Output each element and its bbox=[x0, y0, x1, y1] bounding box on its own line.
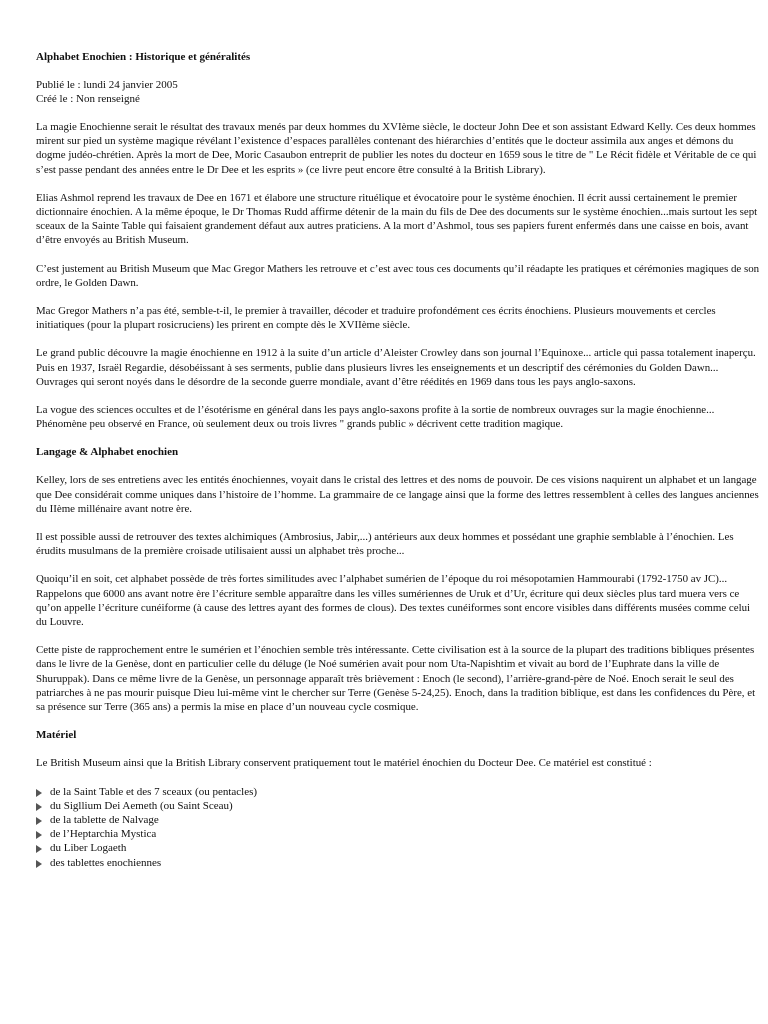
list-item-text: de la tablette de Nalvage bbox=[50, 813, 159, 826]
list-item-text: de l’Heptarchia Mystica bbox=[50, 828, 157, 841]
materiel-paragraph: Le British Museum ainsi que la British Library conservent pratiquement tout le matériel énochien du Docteur Dee. Ce matériel est constitué : bbox=[36, 757, 652, 770]
langage-paragraph-1: Kelley, lors de ses entretiens avec les entités énochiennes, voyait dans le cristal des lettres et des noms de pouvoir. De ces visions naquirent un alphabet et un langage que Dee considérait comme uniques dans l’histoire de l’homme. La grammaire de ce langage ainsi que la forme des lettres ressemblent à celles des langues anciennes du IIème millénaire avant notre ère. bbox=[36, 474, 759, 515]
list-item-text: du Sigllium Dei Aemeth (ou Saint Sceau) bbox=[50, 799, 233, 812]
triangle-bullet-icon bbox=[36, 803, 42, 811]
intro-paragraph-3: C’est justement au British Museum que Mac Gregor Mathers les retrouve et c’est avec tous ces documents qu’il réadapte les pratiques et cérémonies magiques de son ordre, le Golden Dawn. bbox=[36, 262, 760, 289]
list-item-text: des tablettes enochiennes bbox=[50, 856, 162, 869]
section-title-materiel: Matériel bbox=[36, 729, 77, 742]
document-meta bbox=[36, 78, 760, 106]
list-item bbox=[36, 785, 760, 799]
intro-paragraph-4: Mac Gregor Mathers n’a pas été, semble-t-il, le premier à travailler, décoder et traduire profondément ces écrits énochiens. Plusieurs mouvements et cercles initiatiques (pour la plupart rosicruciens) les prirent en compte dès le XVIIème siècle. bbox=[36, 305, 716, 332]
langage-paragraph-4: Cette piste de rapprochement entre le sumérien et l’énochien semble très intéressante. Cette civilisation est à la source de la plupart des traditions bibliques présentes dans le livre de la Genèse, dont en particulier celle du déluge (le Noé sumérien avait pour nom Uta-Napishtim et vivait au bord de l’Euphrate dans la ville de Shuruppak). Dans ce même livre de la Genèse, un personnage apparaît très brièvement : Enoch (le second), l’arrière-grand-père de Noé. Enoch serait le seul des patriarches à ne pas mourir puisque Dieu lui-même vint le chercher sur Terre (Genèse 5-24,25). Enoch, dans la tradition biblique, est dans les confidences du Père, et sa présence sur Terre (365 ans) a permis la mise en place d’un nouveau cycle cosmique. bbox=[36, 644, 756, 714]
triangle-bullet-icon bbox=[36, 817, 42, 825]
list-item-text: de la Saint Table et des 7 sceaux (ou pentacles) bbox=[50, 785, 258, 798]
document-title: Alphabet Enochien : Historique et généralités bbox=[36, 51, 251, 63]
triangle-bullet-icon bbox=[36, 860, 42, 868]
created-date: Créé le : Non renseigné bbox=[36, 93, 140, 105]
triangle-bullet-icon bbox=[36, 789, 42, 797]
langage-paragraph-2: Il est possible aussi de retrouver des textes alchimiques (Ambrosius, Jabir,...) antérieurs aux deux hommes et possédant une graphie semblable à l’énochien. Les érudits musulmans de la première croisade utilisaient aussi un alphabet très proche... bbox=[36, 531, 734, 558]
list-item bbox=[36, 813, 760, 827]
triangle-bullet-icon bbox=[36, 845, 42, 853]
intro-paragraph-2: Elias Ashmol reprend les travaux de Dee en 1671 et élabore une structure rituélique et évocatoire pour le système énochien. Il écrit aussi certainement le premier dictionnaire énochien. A la même époque, le Dr Thomas Rudd affirme détenir de la main du fils de Dee des documents sur le système énochien...mais surtout les sept sceaux de la Sainte Table qui faisaient grandement défaut aux autres praticiens. A la mort d’Ashmol, tous ses papiers furent enfermés dans une caisse en bois, avant d’être envoyés au British Museum. bbox=[36, 191, 758, 247]
list-item bbox=[36, 799, 760, 813]
document-page bbox=[36, 50, 760, 870]
intro-paragraph-1: La magie Enochienne serait le résultat des travaux menés par deux hommes du XVIème siècle, le docteur John Dee et son assistant Edward Kelly. Ces deux hommes mirent sur pied un système magique révélant l’existence d’espaces parallèles contenant des hiérarchies d’entités que le docteur assimila aux anges et démons du dogme judéo-chrétien. Après la mort de Dee, Moric Casaubon entreprit de publier les notes du docteur en 1659 sous le titre de " Le Récit fidèle et Véritable de ce qui s’est passe pendant des années entre le Dr Dee et les esprits » (ce livre peut encore être consulté à la British Library). bbox=[36, 121, 757, 176]
list-item bbox=[36, 841, 760, 855]
langage-paragraph-3: Quoiqu’il en soit, cet alphabet possède de très fortes similitudes avec l’alphabet sumérien de l’époque du roi mésopotamien Hammourabi (1792-1750 av JC)... Rappelons que 6000 ans avant notre ère l’écriture semble apparaître dans les villes sumériennes de Uruk et d’Ur, écriture qui deux siècles plus tard muera vers ce qu’on appelle l’écriture cunéiforme (à cause des lettres ayant des formes de clous). Des textes cunéiformes sont encore visibles dans différents musées comme celui du Louvre. bbox=[36, 573, 751, 629]
list-item bbox=[36, 827, 760, 841]
intro-paragraph-5: Le grand public découvre la magie énochienne en 1912 à la suite d’un article d’Aleister Crowley dans son journal l’Equinoxe... article qui passa totalement inaperçu. Puis en 1937, Israël Regardie, désobéissant à ses serments, publie dans plusieurs livres les enseignements et un descriptif des cérémonies du Golden Dawn... Ouvrages qui seront noyés dans le désordre de la seconde guerre mondiale, avant d’être réédités en 1969 dans tous les pays anglo-saxons. bbox=[36, 347, 756, 388]
published-date: Publié le : lundi 24 janvier 2005 bbox=[36, 79, 178, 91]
list-item-text: du Liber Logaeth bbox=[50, 842, 127, 855]
list-item bbox=[36, 856, 760, 870]
section-title-langage: Langage & Alphabet enochien bbox=[36, 446, 179, 459]
intro-paragraph-6: La vogue des sciences occultes et de l’ésotérisme en général dans les pays anglo-saxons profite à la sortie de nombreux ouvrages sur la magie énochienne... Phénomène peu observé en France, où seulement deux ou trois livres " grands public » décrivent cette tradition magique. bbox=[36, 404, 715, 431]
materiel-list bbox=[36, 785, 760, 870]
triangle-bullet-icon bbox=[36, 831, 42, 839]
